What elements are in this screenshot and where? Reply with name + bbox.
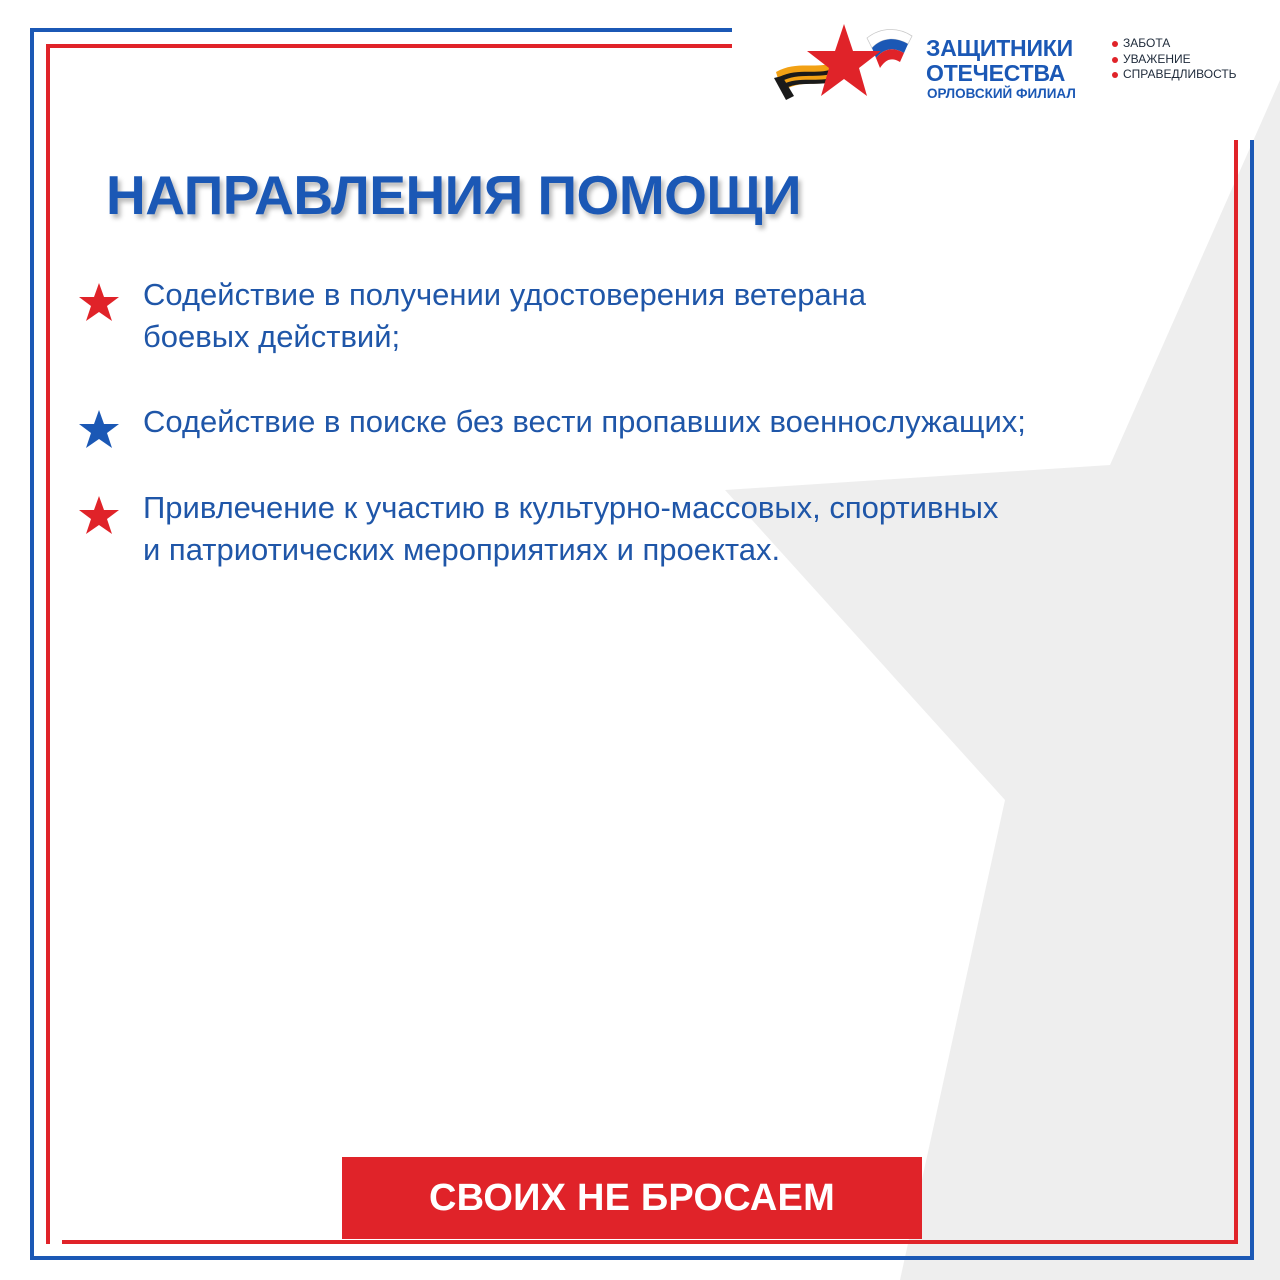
star-shape (79, 283, 119, 321)
frame-left-red-line (46, 44, 50, 1244)
value-item: УВАЖЕНИЕ (1112, 52, 1237, 68)
star-ribbon-emblem-icon (772, 22, 917, 107)
value-item: СПРАВЕДЛИВОСТЬ (1112, 67, 1237, 83)
frame-top-blue-line (30, 28, 732, 32)
list-item-text: Содействие в получении удостоверения ветерана боевых действий; (143, 277, 867, 354)
star-icon (78, 495, 120, 535)
frame-left-blue-line (30, 28, 34, 1260)
frame-right-blue-line (1250, 140, 1254, 1260)
logo-title-line: ЗАЩИТНИКИ (926, 35, 1073, 61)
slogan-text: СВОИХ НЕ БРОСАЕМ (429, 1176, 835, 1219)
frame-bottom-red-line (62, 1240, 1238, 1244)
value-item: ЗАБОТА (1112, 36, 1237, 52)
values-list (1112, 36, 1237, 83)
frame-bottom-blue-line (30, 1256, 1254, 1260)
logo-title (926, 36, 1073, 86)
organization-logo (772, 22, 1272, 112)
list-item-text: Содействие в поиске без вести пропавших военнослужащих; (143, 404, 1026, 439)
star-icon (78, 282, 120, 322)
logo-title-line: ОТЕЧЕСТВА (926, 60, 1066, 86)
frame-top-red-line (46, 44, 732, 48)
page-title: НАПРАВЛЕНИЯ ПОМОЩИ (106, 164, 801, 226)
frame-right-red-line (1234, 140, 1238, 1244)
slogan-banner (342, 1157, 922, 1239)
star-icon (78, 409, 120, 449)
star-shape (79, 410, 119, 448)
logo-subtitle: ОРЛОВСКИЙ ФИЛИАЛ (927, 86, 1076, 101)
star-shape (79, 496, 119, 534)
list-item-text: Привлечение к участию в культурно-массовых, спортивных и патриотических мероприятиях и проектах. (143, 490, 999, 567)
